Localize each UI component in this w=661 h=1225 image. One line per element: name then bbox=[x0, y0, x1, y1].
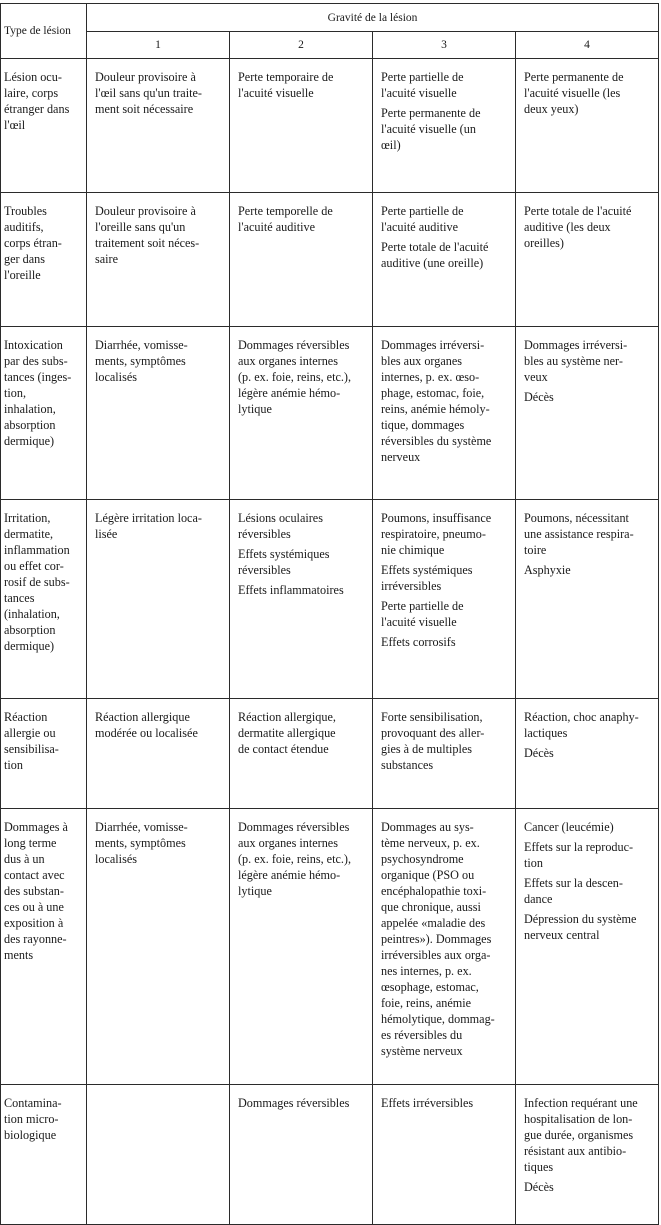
cell-paragraph: Réaction allergique, dermatite allergique de contact étendue bbox=[238, 710, 336, 756]
severity-1-cell bbox=[87, 699, 230, 809]
cell-paragraph: Effets inflammatoires bbox=[238, 583, 344, 597]
severity-1-cell bbox=[87, 59, 230, 193]
cell-paragraph: Décès bbox=[524, 746, 554, 760]
severity-2-cell bbox=[230, 500, 373, 699]
table-row bbox=[1, 59, 659, 193]
cell-paragraph: Légère irritation loca- lisée bbox=[95, 511, 202, 541]
severity-3-cell bbox=[373, 193, 516, 327]
cell-paragraph: Diarrhée, vomisse- ments, symptômes localisés bbox=[95, 820, 188, 866]
cell-paragraph: Perte partielle de l'acuité visuelle bbox=[381, 599, 464, 629]
cell-paragraph: Effets systémiques irréversibles bbox=[381, 563, 473, 593]
cell-paragraph: Poumons, nécessitant une assistance respira- toire bbox=[524, 511, 634, 557]
severity-3-cell bbox=[373, 500, 516, 699]
cell-paragraph: Dommages irréversi- bles au système ner- veux bbox=[524, 338, 628, 384]
severity-2-cell bbox=[230, 327, 373, 500]
cell-paragraph: Diarrhée, vomisse- ments, symptômes localisés bbox=[95, 338, 188, 384]
cell-paragraph: Cancer (leucémie) bbox=[524, 820, 614, 834]
cell-paragraph: Perte partielle de l'acuité auditive bbox=[381, 204, 464, 234]
severity-2-cell bbox=[230, 59, 373, 193]
table-row bbox=[1, 1085, 659, 1225]
severity-4-cell bbox=[516, 1085, 659, 1225]
severity-4-cell bbox=[516, 809, 659, 1085]
header-level-4: 4 bbox=[516, 32, 659, 59]
cell-paragraph: Perte permanente de l'acuité visuelle (un œil) bbox=[381, 106, 481, 152]
cell-paragraph: Dommages réversibles aux organes internes (p. ex. foie, reins, etc.), légère anémie hémo- lytique bbox=[238, 820, 352, 898]
cell-paragraph: Perte temporelle de l'acuité auditive bbox=[238, 204, 333, 234]
cell-paragraph: Décès bbox=[524, 1180, 554, 1194]
severity-1-cell bbox=[87, 1085, 230, 1225]
severity-1-cell bbox=[87, 193, 230, 327]
table-row bbox=[1, 193, 659, 327]
cell-paragraph: Dommages réversibles aux organes internes (p. ex. foie, reins, etc.), légère anémie hémo- lytique bbox=[238, 338, 352, 416]
cell-paragraph: Effets corrosifs bbox=[381, 635, 456, 649]
cell-paragraph: Douleur provisoire à l'oreille sans qu'un traitement soit néces- saire bbox=[95, 204, 200, 266]
severity-3-cell bbox=[373, 59, 516, 193]
cell-paragraph: Dommages au sys- tème nerveux, p. ex. psychosyndrome organique (PSO ou encéphalopathie toxi- que chronique, aussi appelée «maladie des peintres»). Dommages irréversibles aux orga- nes internes, p. ex. œsophage, estomac, foie, reins, anémie hémolytique, dommag- es réversibles du système nerveux bbox=[381, 820, 495, 1058]
cell-paragraph: Forte sensibilisation, provoquant des aller- gies à de multiples substances bbox=[381, 710, 485, 772]
cell-paragraph: Infection requérant une hospitalisation de lon- gue durée, organismes résistant aux antibio- tiques bbox=[524, 1096, 638, 1174]
severity-4-cell bbox=[516, 59, 659, 193]
severity-table bbox=[0, 3, 659, 1225]
severity-2-cell bbox=[230, 809, 373, 1085]
lesion-type-cell: Réaction allergie ou sensibilisa- tion bbox=[1, 699, 87, 809]
lesion-type-cell: Irritation, dermatite, inflammation ou effet cor- rosif de subs- tances (inhalation, absorption dermique) bbox=[1, 500, 87, 699]
severity-1-cell bbox=[87, 500, 230, 699]
lesion-type-cell: Dommages à long terme dus à un contact avec des substan- ces ou à une exposition à des rayonne- ments bbox=[1, 809, 87, 1085]
table-row bbox=[1, 699, 659, 809]
severity-4-cell bbox=[516, 327, 659, 500]
severity-4-cell bbox=[516, 193, 659, 327]
cell-paragraph: Lésions oculaires réversibles bbox=[238, 511, 323, 541]
cell-paragraph: Dépression du système nerveux central bbox=[524, 912, 637, 942]
severity-3-cell bbox=[373, 809, 516, 1085]
cell-paragraph: Effets sur la reproduc- tion bbox=[524, 840, 634, 870]
cell-paragraph: Asphyxie bbox=[524, 563, 571, 577]
cell-paragraph: Perte permanente de l'acuité visuelle (les deux yeux) bbox=[524, 70, 624, 116]
header-group-label: Gravité de la lésion bbox=[87, 4, 659, 32]
cell-paragraph: Réaction allergique modérée ou localisée bbox=[95, 710, 198, 740]
cell-paragraph: Perte temporaire de l'acuité visuelle bbox=[238, 70, 334, 100]
cell-paragraph: Perte totale de l'acuité auditive (les deux oreilles) bbox=[524, 204, 632, 250]
table-body bbox=[1, 59, 659, 1225]
cell-paragraph: Effets sur la descen- dance bbox=[524, 876, 623, 906]
severity-3-cell bbox=[373, 327, 516, 500]
lesion-type-cell: Troubles auditifs, corps étran- ger dans l'oreille bbox=[1, 193, 87, 327]
table-row bbox=[1, 500, 659, 699]
severity-2-cell bbox=[230, 193, 373, 327]
severity-2-cell bbox=[230, 699, 373, 809]
cell-paragraph: Dommages irréversi- bles aux organes internes, p. ex. œso- phage, estomac, foie, reins, anémie hémoly- tique, dommages réversibles du système nerveux bbox=[381, 338, 492, 464]
severity-1-cell bbox=[87, 327, 230, 500]
severity-4-cell bbox=[516, 500, 659, 699]
cell-paragraph: Effets systémiques réversibles bbox=[238, 547, 330, 577]
severity-3-cell bbox=[373, 1085, 516, 1225]
cell-paragraph: Effets irréversibles bbox=[381, 1096, 474, 1110]
cell-paragraph: Poumons, insuffisance respiratoire, pneumo- nie chimique bbox=[381, 511, 492, 557]
lesion-type-cell: Lésion ocu- laire, corps étranger dans l'œil bbox=[1, 59, 87, 193]
header-level-3: 3 bbox=[373, 32, 516, 59]
header-level-2: 2 bbox=[230, 32, 373, 59]
header-level-1: 1 bbox=[87, 32, 230, 59]
severity-3-cell bbox=[373, 699, 516, 809]
cell-paragraph: Perte totale de l'acuité auditive (une oreille) bbox=[381, 240, 489, 270]
header-type-label: Type de lésion bbox=[1, 4, 87, 59]
table-row bbox=[1, 809, 659, 1085]
cell-paragraph: Douleur provisoire à l'œil sans qu'un traite- ment soit nécessaire bbox=[95, 70, 202, 116]
lesion-type-cell: Intoxication par des subs- tances (inges- tion, inhalation, absorption dermique) bbox=[1, 327, 87, 500]
cell-paragraph: Réaction, choc anaphy- lactiques bbox=[524, 710, 639, 740]
severity-1-cell bbox=[87, 809, 230, 1085]
cell-paragraph: Décès bbox=[524, 390, 554, 404]
lesion-type-cell: Contamina- tion micro- biologique bbox=[1, 1085, 87, 1225]
severity-4-cell bbox=[516, 699, 659, 809]
cell-paragraph: Perte partielle de l'acuité visuelle bbox=[381, 70, 464, 100]
cell-paragraph: Dommages réversibles bbox=[238, 1096, 350, 1110]
severity-2-cell bbox=[230, 1085, 373, 1225]
table-row bbox=[1, 327, 659, 500]
